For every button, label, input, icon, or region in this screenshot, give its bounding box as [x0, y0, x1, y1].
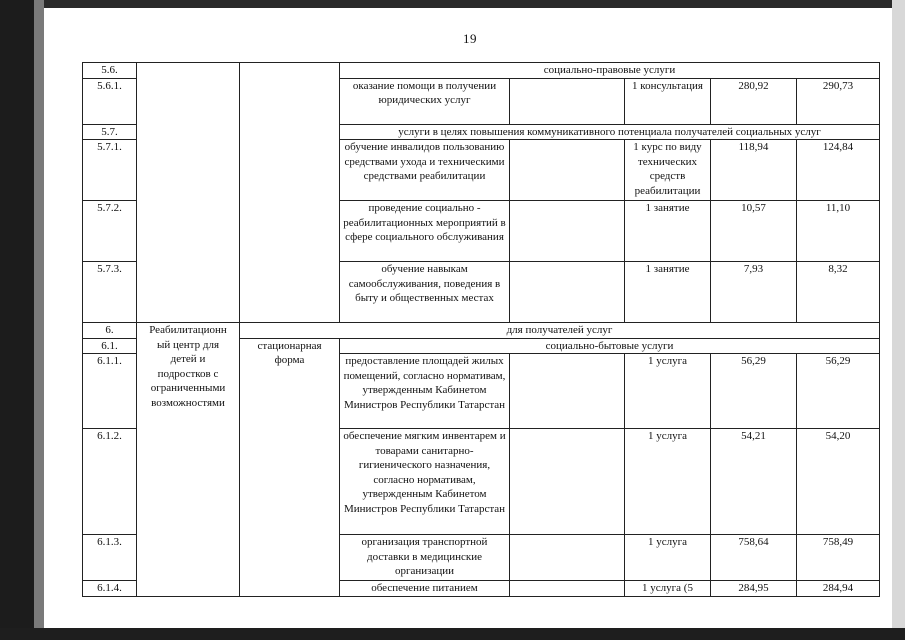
facility-name-line: Реабилитационн: [149, 324, 227, 336]
facility-name-line: ограниченными: [150, 382, 226, 394]
empty-cell: [510, 78, 625, 124]
service-name: обеспечение мягким инвентарем и товарами санитарно-гигиенического назначения, согласно нормативам, утвержденным Кабинетом Министров Республики Татарстан: [340, 429, 510, 535]
service-name: предоставление площадей жилых помещений, согласно нормативам, утвержденным Кабинетом Министров Республики Татарстан: [340, 354, 510, 429]
scan-edge-left: [0, 0, 34, 640]
scan-edge-bottom: [0, 628, 905, 640]
row-code: 6.1.1.: [83, 354, 137, 429]
facility-name-line: ый центр для: [156, 338, 220, 351]
section-heading: для получателей услуг: [240, 323, 880, 339]
row-code: 5.6.1.: [83, 78, 137, 124]
empty-cell: [240, 63, 340, 323]
row-code: 5.7.: [83, 124, 137, 140]
service-form: [240, 338, 340, 596]
unit-cell: 1 консультация: [625, 78, 711, 124]
unit-cell: 1 курс по виду технических средств реабилитации: [625, 140, 711, 201]
tariff-value-2: 124,84: [797, 140, 880, 201]
tariff-value-1: 118,94: [711, 140, 797, 201]
row-code: 5.7.1.: [83, 140, 137, 201]
service-name: организация транспортной доставки в медицинские организации: [340, 535, 510, 581]
empty-cell: [510, 581, 625, 597]
empty-cell: [510, 429, 625, 535]
tariff-value-1: 758,64: [711, 535, 797, 581]
row-code: 6.1.4.: [83, 581, 137, 597]
facility-name-line: детей и: [170, 353, 206, 365]
row-code: 6.1.: [83, 338, 137, 354]
service-name: оказание помощи в получении юридических услуг: [340, 78, 510, 124]
tariff-value-1: 284,95: [711, 581, 797, 597]
tariff-table: [82, 62, 880, 597]
table-row: [83, 323, 880, 339]
scan-edge-right: [892, 0, 905, 640]
tariff-value-2: 11,10: [797, 201, 880, 262]
unit-cell: 1 услуга: [625, 535, 711, 581]
row-code: 5.7.2.: [83, 201, 137, 262]
service-name: проведение социально - реабилитационных мероприятий в сфере социального обслуживания: [340, 201, 510, 262]
service-name: обучение навыкам самообслуживания, поведения в быту и общественных местах: [340, 262, 510, 323]
row-code: 6.1.3.: [83, 535, 137, 581]
tariff-value-2: 8,32: [797, 262, 880, 323]
tariff-value-1: 56,29: [711, 354, 797, 429]
page-number: 19: [463, 31, 477, 46]
empty-cell: [510, 535, 625, 581]
service-form-text: стационарная форма: [257, 339, 322, 366]
row-code: 6.: [83, 323, 137, 339]
tariff-value-1: 54,21: [711, 429, 797, 535]
scan-edge-top: [0, 0, 905, 8]
row-code: 5.6.: [83, 63, 137, 79]
section-heading: социально-бытовые услуги: [340, 338, 880, 354]
empty-cell: [137, 63, 240, 323]
unit-cell: 1 занятие: [625, 262, 711, 323]
unit-cell: 1 занятие: [625, 201, 711, 262]
empty-cell: [510, 140, 625, 201]
tariff-value-1: 280,92: [711, 78, 797, 124]
service-name: обеспечение питанием: [340, 581, 510, 597]
tariff-value-2: 56,29: [797, 354, 880, 429]
section-heading: услуги в целях повышения коммуникативного потенциала получателей социальных услуг: [340, 124, 880, 140]
tariff-value-1: 7,93: [711, 262, 797, 323]
table-row: [83, 63, 880, 79]
facility-name-line: возможностями: [151, 396, 225, 409]
empty-cell: [510, 201, 625, 262]
facility-name: [137, 323, 240, 597]
empty-cell: [510, 262, 625, 323]
unit-cell: 1 услуга: [625, 354, 711, 429]
scan-edge-left-shadow: [34, 0, 44, 640]
section-heading: социально-правовые услуги: [340, 63, 880, 79]
tariff-value-2: 284,94: [797, 581, 880, 597]
row-code: 6.1.2.: [83, 429, 137, 535]
facility-name-line: подростков с: [157, 367, 219, 380]
tariff-value-2: 758,49: [797, 535, 880, 581]
unit-cell: 1 услуга (5: [625, 581, 711, 597]
unit-cell: 1 услуга: [625, 429, 711, 535]
service-name: обучение инвалидов пользованию средствами ухода и техническими средствами реабилитации: [340, 140, 510, 201]
empty-cell: [510, 354, 625, 429]
tariff-value-1: 10,57: [711, 201, 797, 262]
row-code: 5.7.3.: [83, 262, 137, 323]
tariff-value-2: 54,20: [797, 429, 880, 535]
tariff-value-2: 290,73: [797, 78, 880, 124]
